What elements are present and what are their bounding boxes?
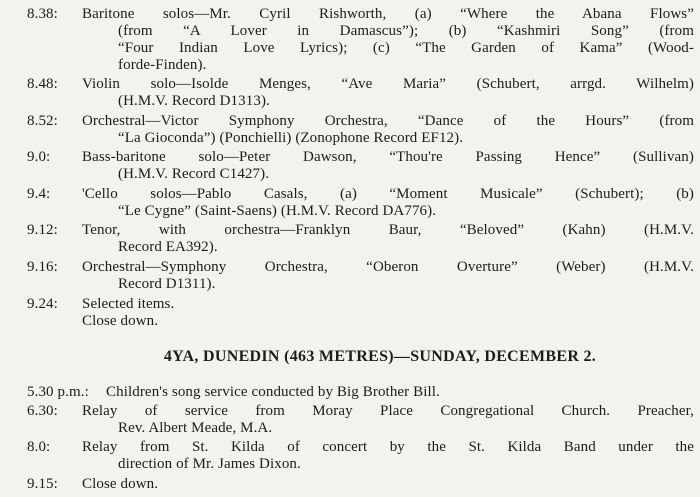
entry-time: 5.30 p.m.:	[27, 384, 89, 400]
entry-text	[82, 76, 694, 110]
entry-line: Selected items.	[82, 296, 175, 312]
entry-text	[82, 149, 694, 183]
entry-time: 8.38:	[27, 6, 58, 22]
entry-line: Children's song service conducted by Big Brother Bill.	[106, 384, 440, 400]
entry-text	[82, 186, 694, 220]
entry-text	[82, 476, 694, 493]
entry-line: “Le Cygne” (Saint-Saens) (H.M.V. Record DA776).	[118, 203, 437, 219]
entry-line: Record D1311).	[118, 276, 216, 292]
entry-time: 9.0:	[27, 149, 51, 165]
entry-text	[82, 259, 694, 293]
entry-line: Bass-baritone solo—Peter Dawson, “Thou're Passing Hence” (Sullivan)	[82, 149, 694, 165]
entry-line: (H.M.V. Record C1427).	[118, 166, 270, 182]
entry-text	[82, 222, 694, 256]
entry-time: 9.24:	[27, 296, 58, 312]
entry-time: 9.16:	[27, 259, 58, 275]
entry-text	[82, 296, 694, 330]
entry-line: Rev. Albert Meade, M.A.	[118, 420, 273, 436]
entry-line: Tenor, with orchestra—Franklyn Baur, “Beloved” (Kahn) (H.M.V.	[82, 222, 694, 238]
station-heading	[0, 348, 700, 366]
entry-line: Orchestral—Victor Symphony Orchestra, “Dance of the Hours” (from	[82, 113, 694, 129]
entry-line: Record EA392).	[118, 239, 218, 255]
entry-text	[82, 6, 694, 74]
entry-line: Close down.	[82, 313, 159, 329]
entry-line: 'Cello solos—Pablo Casals, (a) “Moment Musicale” (Schubert); (b)	[82, 186, 694, 202]
entry-text	[106, 384, 694, 401]
entry-line: “La Gioconda”) (Ponchielli) (Zonophone Record EF12).	[118, 130, 464, 146]
entry-line: Relay of service from Moray Place Congregational Church. Preacher,	[82, 403, 694, 419]
entry-time: 8.0:	[27, 439, 51, 455]
entry-line: Baritone solos—Mr. Cyril Rishworth, (a) “Where the Abana Flows”	[82, 6, 694, 22]
entry-time: 9.4:	[27, 186, 51, 202]
entry-text	[82, 403, 694, 437]
entry-time: 8.52:	[27, 113, 58, 129]
station-heading-text: 4YA, DUNEDIN (463 METRES)—SUNDAY, DECEMBER 2.	[163, 348, 597, 365]
entry-line: (H.M.V. Record D1313).	[118, 93, 270, 109]
entry-line: direction of Mr. James Dixon.	[118, 456, 301, 472]
entry-line: forde-Finden).	[118, 57, 207, 73]
entry-line: Violin solo—Isolde Menges, “Ave Maria” (Schubert, arrgd. Wilhelm)	[82, 76, 694, 92]
entry-time: 6.30:	[27, 403, 58, 419]
entry-time: 8.48:	[27, 76, 58, 92]
entry-line: (from “A Lover in Damascus”); (b) “Kashmiri Song” (from	[118, 23, 694, 39]
entry-text	[82, 439, 694, 473]
entry-text	[82, 113, 694, 147]
entry-line: Relay from St. Kilda of concert by the St. Kilda Band under the	[82, 439, 694, 455]
entry-line: Orchestral—Symphony Orchestra, “Oberon Overture” (Weber) (H.M.V.	[82, 259, 694, 275]
entry-line: Close down.	[82, 476, 159, 492]
entry-time: 9.12:	[27, 222, 58, 238]
entry-line: “Four Indian Love Lyrics); (c) “The Garden of Kama” (Wood-	[118, 40, 694, 56]
entry-time: 9.15:	[27, 476, 58, 492]
